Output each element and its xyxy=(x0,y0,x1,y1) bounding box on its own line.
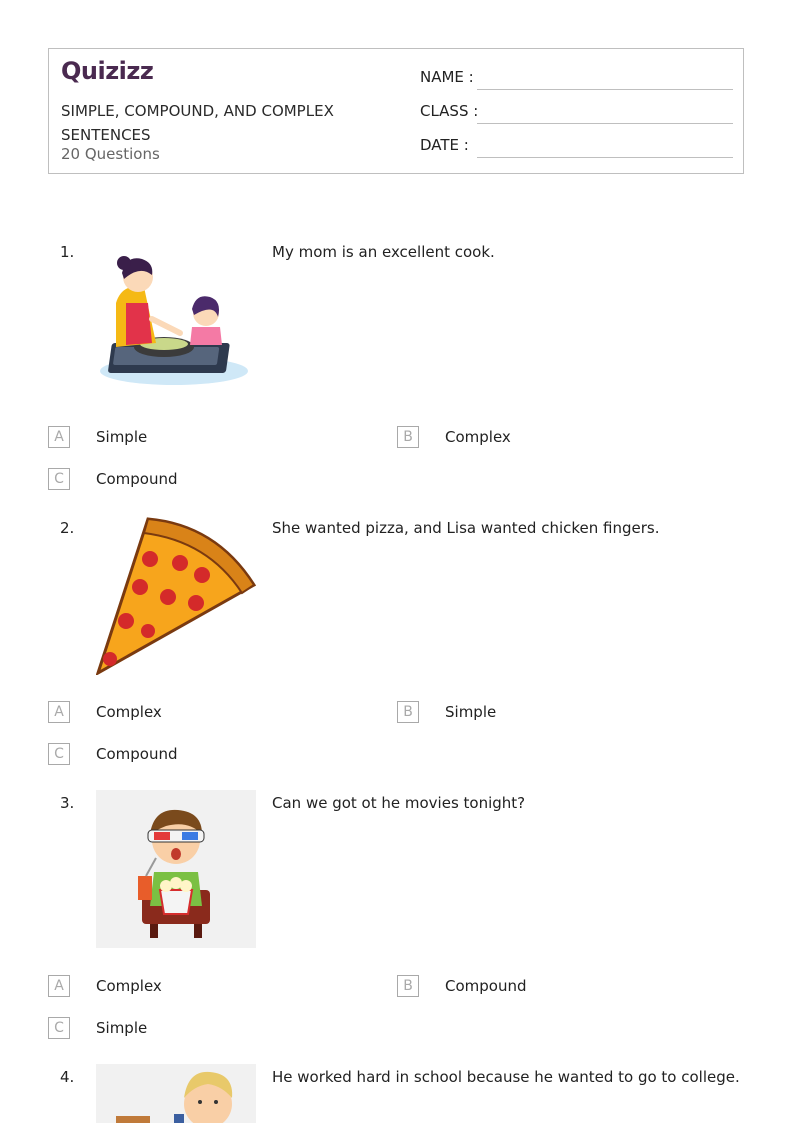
boy-movie-popcorn-image xyxy=(96,790,256,948)
class-label: CLASS : xyxy=(420,102,479,120)
option-a-box[interactable]: A xyxy=(48,975,70,997)
boy-studying-image xyxy=(96,1064,256,1123)
date-label: DATE : xyxy=(420,136,469,154)
question-number: 2. xyxy=(60,519,75,537)
option-c-text[interactable]: Compound xyxy=(96,470,178,488)
question-text: She wanted pizza, and Lisa wanted chicken fingers. xyxy=(272,519,660,537)
option-b-text[interactable]: Compound xyxy=(445,977,527,995)
mother-daughter-cooking-image xyxy=(96,243,256,403)
question-text: Can we got ot he movies tonight? xyxy=(272,794,526,812)
question-number: 4. xyxy=(60,1068,75,1086)
option-a-text[interactable]: Complex xyxy=(96,703,162,721)
option-b-text[interactable]: Complex xyxy=(445,428,511,446)
option-a-box[interactable]: A xyxy=(48,426,70,448)
option-b-box[interactable]: B xyxy=(397,701,419,723)
question-text: He worked hard in school because he wanted to go to college. xyxy=(272,1068,740,1086)
quizizz-logo: Quizizz xyxy=(61,57,154,85)
question-number: 3. xyxy=(60,794,75,812)
worksheet-title: SIMPLE, COMPOUND, AND COMPLEX SENTENCES xyxy=(61,102,334,144)
option-c-box[interactable]: C xyxy=(48,468,70,490)
option-c-text[interactable]: Compound xyxy=(96,745,178,763)
option-b-box[interactable]: B xyxy=(397,426,419,448)
option-b-box[interactable]: B xyxy=(397,975,419,997)
pizza-slice-image xyxy=(96,515,256,675)
class-line[interactable] xyxy=(477,123,733,124)
question-text: My mom is an excellent cook. xyxy=(272,243,495,261)
question-number: 1. xyxy=(60,243,75,261)
option-c-box[interactable]: C xyxy=(48,1017,70,1039)
name-line[interactable] xyxy=(477,89,733,90)
option-a-text[interactable]: Complex xyxy=(96,977,162,995)
option-c-box[interactable]: C xyxy=(48,743,70,765)
date-line[interactable] xyxy=(477,157,733,158)
option-b-text[interactable]: Simple xyxy=(445,703,497,721)
name-label: NAME : xyxy=(420,68,474,86)
question-count: 20 Questions xyxy=(61,145,160,163)
worksheet-header xyxy=(48,48,744,174)
option-a-box[interactable]: A xyxy=(48,701,70,723)
option-c-text[interactable]: Simple xyxy=(96,1019,148,1037)
option-a-text[interactable]: Simple xyxy=(96,428,148,446)
